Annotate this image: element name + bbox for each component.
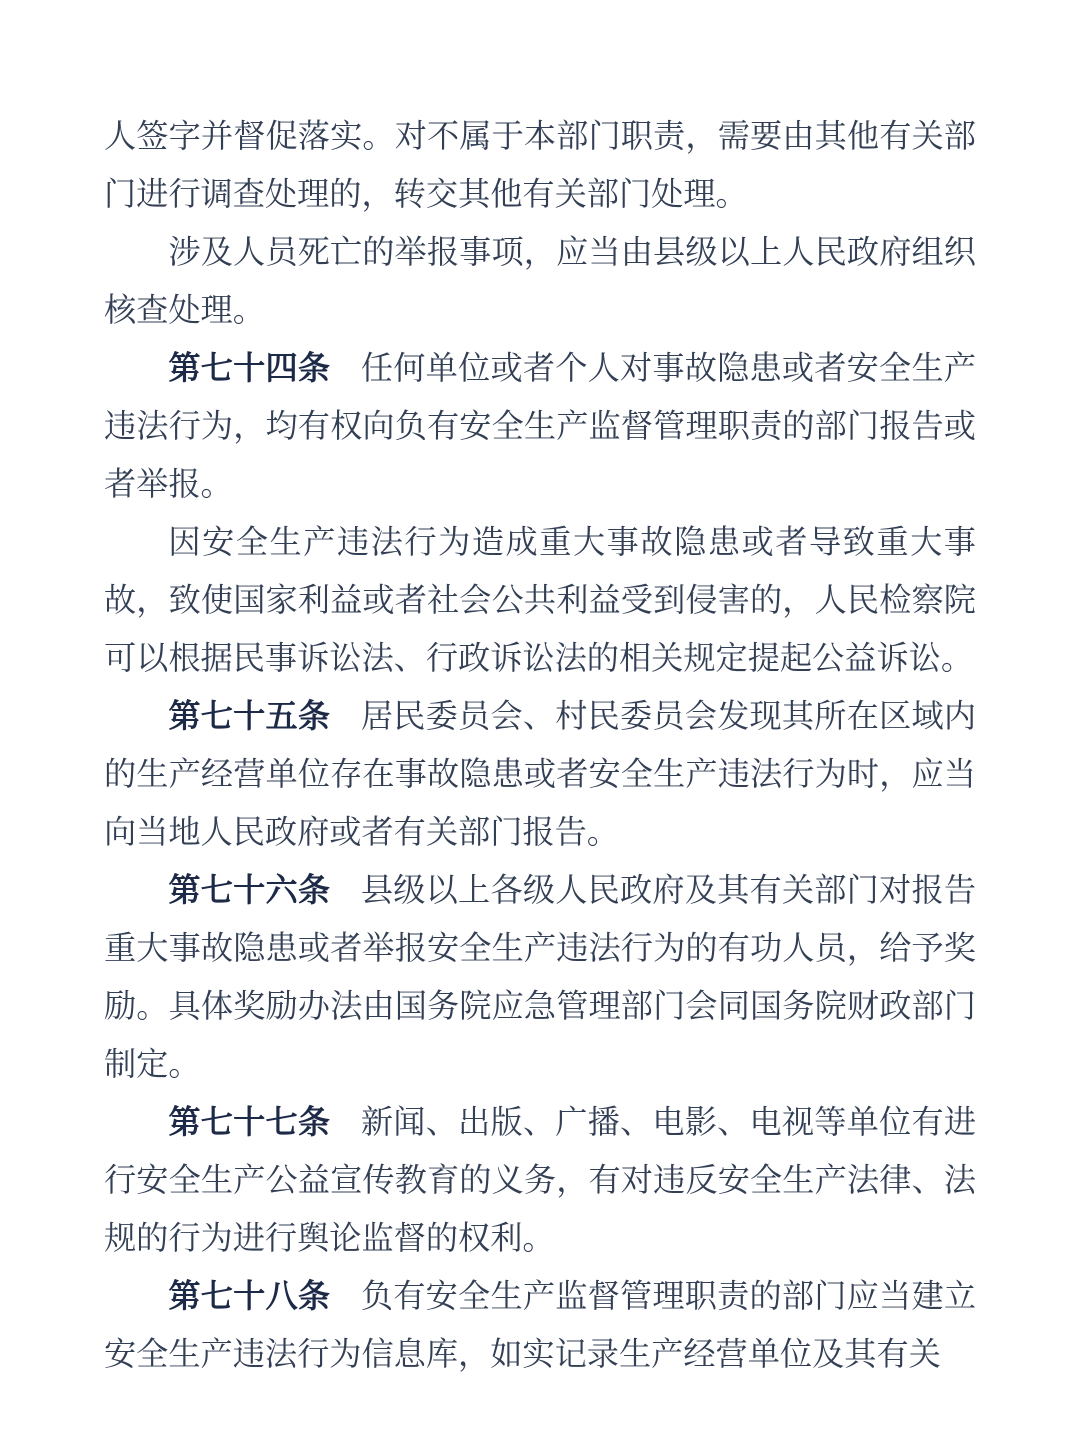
paragraph (104, 1093, 976, 1267)
article-number-label: 第七十八条 (168, 1277, 331, 1315)
paragraph (104, 223, 976, 339)
paragraph-text: 居民委员会、村民委员会发现其所在区域内的生产经营单位存在事故隐患或者安全生产违法行为时，应当向当地人民政府或者有关部门报告。 (104, 697, 977, 851)
paragraph (104, 1267, 976, 1383)
paragraph (104, 687, 976, 861)
article-number-label: 第七十四条 (168, 349, 331, 387)
paragraph-text: 因安全生产违法行为造成重大事故隐患或者导致重大事故，致使国家利益或者社会公共利益受到侵害的，人民检察院可以根据民事诉讼法、行政诉讼法的相关规定提起公益诉讼。 (104, 523, 976, 677)
article-number-label: 第七十六条 (168, 871, 331, 909)
paragraph-text: 新闻、出版、广播、电影、电视等单位有进行安全生产公益宣传教育的义务，有对违反安全生产法律、法规的行为进行舆论监督的权利。 (104, 1103, 977, 1257)
law-text-block (104, 107, 976, 1383)
paragraph (104, 861, 976, 1093)
paragraph-text: 任何单位或者个人对事故隐患或者安全生产违法行为，均有权向负有安全生产监督管理职责的部门报告或者举报。 (104, 349, 977, 503)
paragraph-text: 县级以上各级人民政府及其有关部门对报告重大事故隐患或者举报安全生产违法行为的有功人员，给予奖励。具体奖励办法由国务院应急管理部门会同国务院财政部门制定。 (104, 871, 977, 1083)
paragraph-text: 涉及人员死亡的举报事项，应当由县级以上人民政府组织核查处理。 (104, 233, 976, 329)
paragraph (104, 107, 976, 223)
article-number-label: 第七十五条 (168, 697, 331, 735)
paragraph (104, 513, 976, 687)
article-number-label: 第七十七条 (168, 1103, 331, 1141)
paragraph (104, 339, 976, 513)
paragraph-text: 负有安全生产监督管理职责的部门应当建立安全生产违法行为信息库，如实记录生产经营单位及其有关 (104, 1277, 977, 1373)
paragraph-text: 人签字并督促落实。对不属于本部门职责，需要由其他有关部门进行调查处理的，转交其他有关部门处理。 (104, 117, 976, 213)
